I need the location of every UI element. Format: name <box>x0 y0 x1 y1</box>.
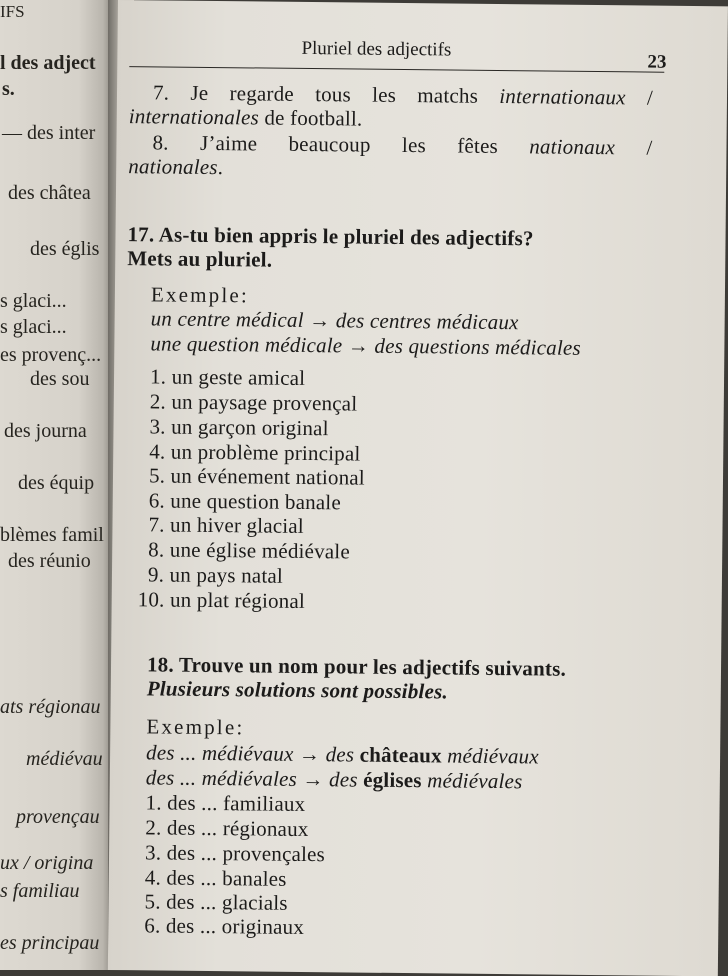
left-page-line: provençau <box>16 806 100 828</box>
exercise-18-item: 1. des ... familiaux <box>145 790 306 817</box>
exercise-18-example-label: Exemple: <box>146 714 245 740</box>
left-page-line: des journa <box>4 420 87 442</box>
exercise-17-item: 9. un pays natal <box>147 562 284 588</box>
exercise-17-item: 2. un paysage provençal <box>149 389 358 416</box>
left-page-line: ux / origina <box>0 852 94 874</box>
exercise-17-item: 5. un événement national <box>148 463 366 490</box>
previous-page <box>0 0 112 970</box>
running-head: Pluriel des adjectifs <box>301 37 452 61</box>
page-number: 23 <box>647 51 667 73</box>
exercise-17-item: 1. un geste amical <box>149 364 306 390</box>
exercise-17-title: 17. As-tu bien appris le pluriel des adjectifs? <box>127 222 534 251</box>
exercise-18-item: 6. des ... originaux <box>144 913 305 939</box>
exercise-17-item: 7. un hiver glacial <box>148 512 305 538</box>
exercise-17-example-label: Exemple: <box>150 282 250 308</box>
exercise-18-item: 2. des ... régionaux <box>145 815 309 842</box>
left-page-line: des équip <box>18 472 95 494</box>
left-page-line: es provenç... <box>0 344 102 366</box>
exercise-17-title-cont: Mets au pluriel. <box>127 246 273 272</box>
left-page-line: ats régionau <box>0 696 101 718</box>
continued-item-7-line1: 7. Je regarde tous les matchs internationaux / <box>152 80 654 110</box>
left-page-line: IFS <box>0 2 25 21</box>
continued-item-7-line2: internationales de football. <box>128 104 363 131</box>
continued-item-8-line2: nationales. <box>128 154 224 180</box>
exercise-18-item: 4. des ... banales <box>144 865 287 891</box>
left-page-line: des réunio <box>8 550 91 572</box>
page-header <box>129 34 667 73</box>
exercise-18-item: 5. des ... glacials <box>144 889 288 915</box>
left-page-line: l des adject <box>0 52 96 74</box>
left-page-line: blèmes famil <box>0 524 104 546</box>
exercise-17-example-2: une question médicale → des questions médicales <box>150 331 582 360</box>
exercise-17-item: 4. un problème principal <box>149 439 361 466</box>
exercise-18-item: 3. des ... provençales <box>144 840 326 867</box>
exercise-17-example-1: un centre médical → des centres médicaux <box>150 306 519 335</box>
left-page-line: s glaci... <box>0 316 67 338</box>
current-page <box>108 0 728 976</box>
left-page-line: s. <box>2 78 15 100</box>
exercise-17-item: 6. une question banale <box>148 488 342 515</box>
exercise-18-title: 18. Trouve un nom pour les adjectifs suivants. <box>146 652 567 681</box>
exercise-17-item: 8. une église médiévale <box>148 537 351 564</box>
left-page-line: es principau <box>0 932 100 954</box>
left-page-line: — des inter <box>2 122 96 144</box>
left-page-line: médiévau <box>26 748 103 770</box>
exercise-18-subtitle: Plusieurs solutions sont possibles. <box>146 676 448 704</box>
left-page-line: des sou <box>30 368 90 390</box>
left-page-line: des églis <box>30 238 100 260</box>
left-page-line: s glaci... <box>0 290 67 312</box>
exercise-18-example-1: des ... médiévaux → des châteaux médiévaux <box>145 740 539 769</box>
left-page-line: des châtea <box>8 182 91 204</box>
left-page-line: s familiau <box>0 880 80 902</box>
exercise-17-item: 10. un plat régional <box>137 587 306 613</box>
exercise-18-example-2: des ... médiévales → des églises médiévales <box>145 765 523 794</box>
exercise-17-item: 3. un garçon original <box>149 414 329 441</box>
continued-item-8-line1: 8. J’aime beaucoup les fêtes nationaux / <box>152 130 653 160</box>
